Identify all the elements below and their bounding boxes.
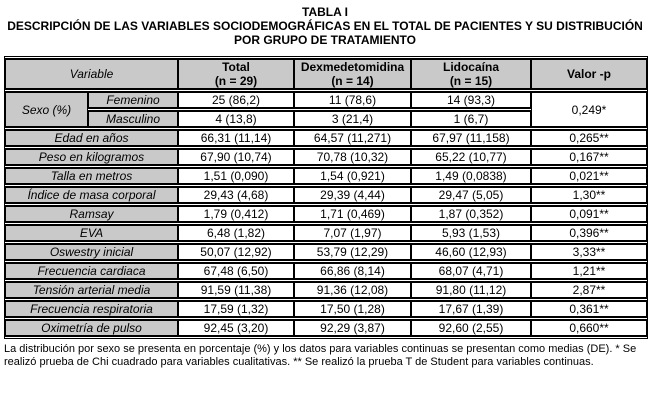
table-number: TABLA I [302, 5, 348, 19]
cell-lido: 17,67 (1,39) [411, 300, 531, 318]
cell-dex: 1,54 (0,921) [294, 167, 411, 185]
table-row-talla [5, 167, 647, 185]
table-row-ramsay [5, 205, 647, 223]
cell-pvalue: 0,361** [531, 300, 647, 318]
table-row-peso [5, 148, 647, 166]
sociodemographic-table [4, 56, 648, 339]
table-row-imc [5, 186, 647, 204]
cell-lido: 65,22 (10,77) [411, 148, 531, 166]
cell-masculino-total: 4 (13,8) [178, 110, 294, 128]
table-row-edad [5, 129, 647, 147]
cell-pvalue: 1,21** [531, 262, 647, 280]
cell-lido: 68,07 (4,71) [411, 262, 531, 280]
table-row-frecuencia-respiratoria [5, 300, 647, 318]
sublabel-femenino: Femenino [88, 91, 178, 109]
row-label: Peso en kilogramos [5, 148, 178, 166]
cell-pvalue: 0,167** [531, 148, 647, 166]
cell-pvalue: 0,660** [531, 319, 647, 337]
cell-lido: 67,97 (11,158) [411, 129, 531, 147]
cell-total: 6,48 (1,82) [178, 224, 294, 242]
cell-femenino-total: 25 (86,2) [178, 91, 294, 109]
row-label: Tensión arterial media [5, 281, 178, 299]
table-row-oximetria [5, 319, 647, 337]
cell-dex: 91,36 (12,08) [294, 281, 411, 299]
cell-total: 1,79 (0,412) [178, 205, 294, 223]
header-total [178, 58, 294, 90]
header-total-label: Total [222, 60, 250, 74]
cell-total: 1,51 (0,090) [178, 167, 294, 185]
cell-total: 66,31 (11,14) [178, 129, 294, 147]
header-row [5, 58, 647, 90]
header-dex-n: (n = 14) [331, 74, 374, 88]
row-label: Índice de masa corporal [5, 186, 178, 204]
cell-dex: 29,39 (4,44) [294, 186, 411, 204]
sexo-femenino-row [5, 91, 647, 109]
cell-lido: 1,49 (0,0838) [411, 167, 531, 185]
cell-lido: 92,60 (2,55) [411, 319, 531, 337]
row-label: Oswestry inicial [5, 243, 178, 261]
cell-total: 50,07 (12,92) [178, 243, 294, 261]
cell-pvalue: 0,021** [531, 167, 647, 185]
cell-total: 91,59 (11,38) [178, 281, 294, 299]
header-total-n: (n = 29) [214, 74, 258, 88]
row-label: Frecuencia respiratoria [5, 300, 178, 318]
cell-femenino-lido: 14 (93,3) [411, 91, 531, 109]
cell-pvalue: 2,87** [531, 281, 647, 299]
header-lido-label: Lidocaína [442, 60, 499, 74]
row-label: Edad en años [5, 129, 178, 147]
header-lido-n: (n = 15) [449, 74, 493, 88]
cell-pvalue: 0,265** [531, 129, 647, 147]
row-label: Ramsay [5, 205, 178, 223]
row-label: EVA [5, 224, 178, 242]
row-label: Talla en metros [5, 167, 178, 185]
table-title-block [0, 0, 650, 47]
cell-masculino-lido: 1 (6,7) [411, 110, 531, 128]
header-dex-label: Dexmedetomidina [300, 60, 405, 74]
cell-total: 67,90 (10,74) [178, 148, 294, 166]
cell-pvalue: 1,30** [531, 186, 647, 204]
cell-lido: 46,60 (12,93) [411, 243, 531, 261]
cell-dex: 70,78 (10,32) [294, 148, 411, 166]
row-label-sexo: Sexo (%) [5, 91, 88, 128]
header-dexmedetomidina [294, 58, 411, 90]
cell-total: 29,43 (4,68) [178, 186, 294, 204]
cell-dex: 17,50 (1,28) [294, 300, 411, 318]
table-row-eva [5, 224, 647, 242]
cell-masculino-dex: 3 (21,4) [294, 110, 411, 128]
cell-lido: 5,93 (1,53) [411, 224, 531, 242]
sublabel-masculino: Masculino [88, 110, 178, 128]
cell-total: 92,45 (3,20) [178, 319, 294, 337]
cell-dex: 53,79 (12,29) [294, 243, 411, 261]
table-row-oswestry [5, 243, 647, 261]
cell-lido: 29,47 (5,05) [411, 186, 531, 204]
table-caption-line1: DESCRIPCIÓN DE LAS VARIABLES SOCIODEMOGRÁFICAS EN EL TOTAL DE PACIENTES Y SU DISTRIBUCIÓN [7, 19, 643, 33]
cell-lido: 1,87 (0,352) [411, 205, 531, 223]
cell-dex: 66,86 (8,14) [294, 262, 411, 280]
table-row-tension-arterial [5, 281, 647, 299]
cell-dex: 64,57 (11,271) [294, 129, 411, 147]
cell-lido: 91,80 (11,12) [411, 281, 531, 299]
header-lidocaina [411, 58, 531, 90]
row-label: Frecuencia cardiaca [5, 262, 178, 280]
header-variable: Variable [5, 58, 178, 90]
header-valor-p: Valor -p [531, 58, 647, 90]
cell-dex: 1,71 (0,469) [294, 205, 411, 223]
cell-sexo-pvalue: 0,249* [531, 91, 647, 128]
cell-pvalue: 3,33** [531, 243, 647, 261]
cell-femenino-dex: 11 (78,6) [294, 91, 411, 109]
row-label: Oximetría de pulso [5, 319, 178, 337]
cell-total: 17,59 (1,32) [178, 300, 294, 318]
cell-dex: 92,29 (3,87) [294, 319, 411, 337]
cell-pvalue: 0,091** [531, 205, 647, 223]
cell-total: 67,48 (6,50) [178, 262, 294, 280]
cell-pvalue: 0,396** [531, 224, 647, 242]
table-footnote: La distribución por sexo se presenta en porcentaje (%) y los datos para variables continuas se presentan como medias (DE). * Se realizó prueba de Chi cuadrado para variables cualitativas. ** Se realizó la prueba T de Student para variables continuas. [4, 343, 637, 368]
table-row-frecuencia-cardiaca [5, 262, 647, 280]
cell-dex: 7,07 (1,97) [294, 224, 411, 242]
table-caption-line2: POR GRUPO DE TRATAMIENTO [233, 33, 416, 47]
